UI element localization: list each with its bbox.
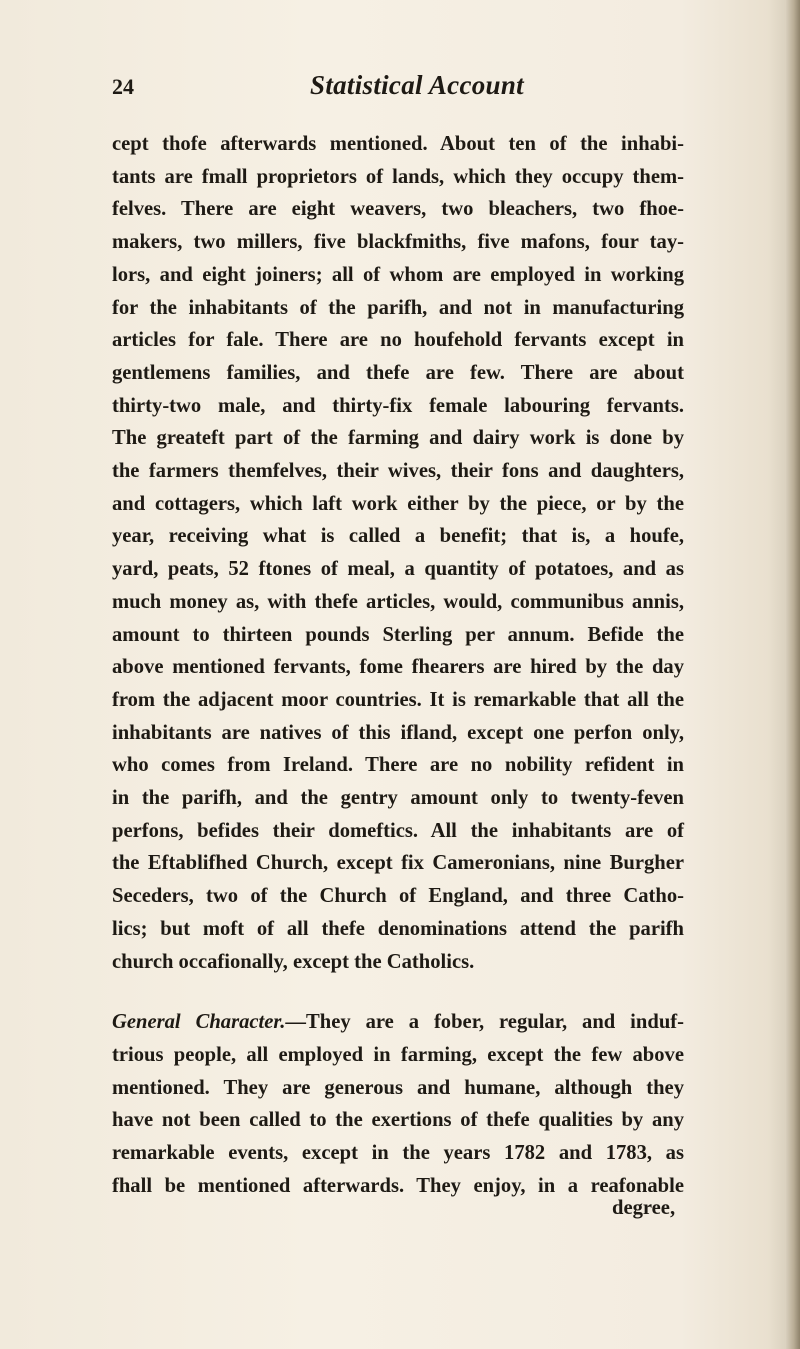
text-line: lors, and eight joiners; all of whom are employed in working (112, 263, 684, 286)
text-line: and cottagers, which laft work either by the piece, or by the (112, 492, 684, 515)
page-edge-shadow (786, 0, 800, 1349)
text-line: amount to thirteen pounds Sterling per annum. Befide the (112, 623, 684, 646)
text-line: felves. There are eight weavers, two bleachers, two fhoe- (112, 198, 684, 221)
text-line: Seceders, two of the Church of England, and three Catho- (112, 885, 684, 908)
text-line: the farmers themfelves, their wives, their fons and daughters, (112, 460, 684, 483)
text-line: —They are a fober, regular, and induf- (285, 1011, 684, 1034)
text-line: church occafionally, except the Catholics. (112, 950, 475, 973)
paragraph-population (112, 128, 684, 978)
text-line: fhall be mentioned afterwards. They enjoy, in a reafonable (112, 1174, 684, 1197)
section-heading: General Character. (112, 1011, 286, 1034)
catchword: degree, (612, 1197, 676, 1219)
text-line-with-heading (112, 1006, 684, 1039)
text-line: for the inhabitants of the parifh, and not in manufacturing (112, 296, 684, 319)
text-line: articles for fale. There are no houfehold fervants except in (112, 329, 684, 352)
text-line: mentioned. They are generous and humane, although they (112, 1076, 684, 1099)
body-text (112, 128, 684, 1203)
text-line: trious people, all employed in farming, except the few above (112, 1043, 684, 1066)
text-line: above mentioned fervants, fome fhearers are hired by the day (112, 656, 684, 679)
text-line: yard, peats, 52 ftones of meal, a quantity of potatoes, and as (112, 558, 684, 581)
text-line: have not been called to the exertions of thefe qualities by any (112, 1109, 684, 1132)
text-line: gentlemens families, and thefe are few. There are about (112, 361, 684, 384)
page-header (112, 70, 632, 114)
text-line: who comes from Ireland. There are no nobility refident in (112, 754, 684, 777)
text-line: the Eftablifhed Church, except fix Cameronians, nine Burgher (112, 852, 684, 875)
text-line: perfons, befides their domeftics. All the inhabitants are of (112, 819, 684, 842)
paragraph-general-character (112, 1006, 684, 1202)
page-number: 24 (112, 74, 134, 99)
text-line: inhabitants are natives of this ifland, except one perfon only, (112, 721, 684, 744)
text-line: lics; but moft of all thefe denominations attend the parifh (112, 917, 684, 940)
text-line: The greateft part of the farming and dairy work is done by (112, 427, 684, 450)
text-line: year, receiving what is called a benefit; that is, a houfe, (112, 525, 684, 548)
text-line: cept thofe afterwards mentioned. About ten of the inhabi- (112, 133, 684, 155)
text-line: thirty-two male, and thirty-fix female labouring fervants. (112, 394, 684, 417)
text-line: much money as, with thefe articles, would, communibus annis, (112, 590, 684, 613)
text-line: remarkable events, except in the years 1782 and 1783, as (112, 1142, 684, 1165)
text-line: makers, two millers, five blackfmiths, five mafons, four tay- (112, 231, 684, 254)
text-line: in the parifh, and the gentry amount only to twenty-feven (112, 787, 684, 810)
running-head: Statistical Account (310, 70, 524, 100)
text-line: from the adjacent moor countries. It is remarkable that all the (112, 688, 684, 711)
text-line: tants are fmall proprietors of lands, which they occupy them- (112, 165, 684, 188)
